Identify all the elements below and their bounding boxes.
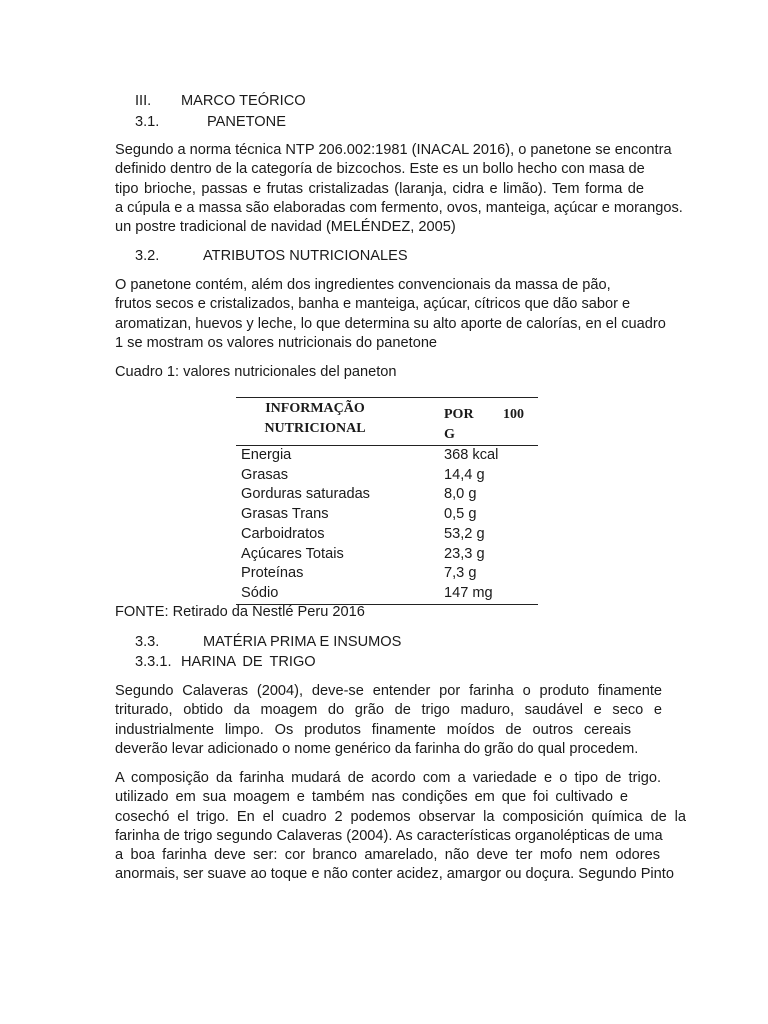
table-header-per100 <box>444 405 524 445</box>
paragraph-line: cosechó el trigo. En el cuadro 2 podemos observar la composición química de la <box>115 808 686 825</box>
paragraph-line: definido dentro de la categoría de bizcochos. Este es un bollo hecho con masa de <box>115 161 645 178</box>
paragraph-line: utilizado em sua moagem e também nas condições em que foi cultivado e <box>115 789 628 806</box>
table-source: FONTE: Retirado da Nestlé Peru 2016 <box>115 604 365 620</box>
table-row <box>236 445 538 465</box>
paragraph-line: aromatizan, huevos y leche, lo que determina su alto aporte de calorías, en el cuadro <box>115 315 666 332</box>
paragraph-flour-composition <box>115 769 684 885</box>
table-header-info <box>236 399 394 439</box>
nutrient-name: Açúcares Totais <box>241 545 344 562</box>
nutrient-name: Gorduras saturadas <box>241 486 370 503</box>
paragraph-nutritional <box>115 276 691 353</box>
paragraph-line: tipo brioche, passas e frutas cristalizadas (laranja, cidra e limão). Tem forma de <box>115 180 644 197</box>
nutrient-name: Sódio <box>241 584 279 601</box>
table-caption: Cuadro 1: valores nutricionales del paneton <box>115 364 397 380</box>
nutrient-value: 53,2 g <box>444 525 485 542</box>
table-row <box>236 524 538 544</box>
paragraph-line: O panetone contém, além dos ingredientes convencionais da massa de pão, <box>115 277 611 293</box>
nutrient-name: Grasas Trans <box>241 506 329 523</box>
subsection-title-3-1: PANETONE <box>207 114 286 130</box>
paragraph-line: a cúpula e a massa são elaboradas com fermento, ovos, manteiga, açúcar e morangos. <box>115 199 683 216</box>
paragraph-line: Segundo a norma técnica NTP 206.002:1981 (INACAL 2016), o panetone se encontra <box>115 142 672 158</box>
paragraph-line: farinha de trigo segundo Calaveras (2004). As características organolépticas de uma <box>115 827 663 844</box>
paragraph-flour-definition <box>115 682 662 759</box>
table-row <box>236 583 538 603</box>
table-row <box>236 504 538 524</box>
header-line: NUTRICIONAL <box>264 421 366 436</box>
nutrient-name: Proteínas <box>241 565 304 582</box>
paragraph-panetone <box>115 141 691 237</box>
subsection-number-3-1: 3.1. <box>135 114 160 130</box>
paragraph-line: anormais, ser suave ao toque e não conter acidez, amargor ou doçura. Segundo Pinto <box>115 866 674 883</box>
paragraph-line: frutos secos e cristalizados, banha e manteiga, açúcar, cítricos que dão sabor e <box>115 296 631 313</box>
nutrient-value: 147 mg <box>444 584 493 601</box>
nutrient-value: 7,3 g <box>444 565 477 582</box>
table-top-rule <box>236 397 538 398</box>
nutrient-value: 8,0 g <box>444 486 477 503</box>
nutrient-name: Carboidratos <box>241 525 325 542</box>
subsection-number-3-3-1: 3.3.1. <box>135 654 172 670</box>
nutrient-value: 0,5 g <box>444 506 477 523</box>
paragraph-line: deverão levar adicionado o nome genérico da farinha do grão do qual procedem. <box>115 740 639 757</box>
nutrient-name: Energia <box>241 447 292 463</box>
section-heading-3 <box>135 92 151 111</box>
subsection-number-3-3: 3.3. <box>135 634 160 650</box>
header-line: POR 100 <box>444 407 524 422</box>
section-number: III. <box>135 93 152 109</box>
paragraph-line: a boa farinha deve ser: cor branco amarelado, não deve ter mofo nem odores <box>115 847 660 864</box>
subsection-title-3-3-1: HARINA DE TRIGO <box>181 654 316 670</box>
subsection-title-3-2: ATRIBUTOS NUTRICIONALES <box>203 248 408 264</box>
section-title-3: MARCO TEÓRICO <box>181 93 306 109</box>
table-row <box>236 544 538 564</box>
paragraph-line: industrialmente limpo. Os produtos finamente moídos de outros cereais <box>115 721 631 738</box>
subsection-number-3-2: 3.2. <box>135 248 160 264</box>
nutrient-value: 368 kcal <box>444 447 499 463</box>
paragraph-line: un postre tradicional de navidad (MELÉNDEZ, 2005) <box>115 219 456 236</box>
table-row <box>236 563 538 583</box>
nutrient-value: 23,3 g <box>444 545 485 562</box>
paragraph-line: A composição da farinha mudará de acordo com a variedade e o tipo de trigo. <box>115 770 661 786</box>
paragraph-line: 1 se mostram os valores nutricionais do panetone <box>115 334 438 351</box>
nutrient-value: 14,4 g <box>444 466 485 483</box>
paragraph-line: Segundo Calaveras (2004), deve-se entender por farinha o produto finamente <box>115 683 662 699</box>
table-row <box>236 465 538 485</box>
subsection-title-3-3: MATÉRIA PRIMA E INSUMOS <box>203 634 402 650</box>
header-line: G <box>444 427 455 442</box>
table-row <box>236 484 538 504</box>
nutrient-name: Grasas <box>241 466 289 483</box>
paragraph-line: triturado, obtido da moagem do grão de trigo maduro, saudável e seco e <box>115 702 662 719</box>
header-line: INFORMAÇÃO <box>265 401 365 416</box>
